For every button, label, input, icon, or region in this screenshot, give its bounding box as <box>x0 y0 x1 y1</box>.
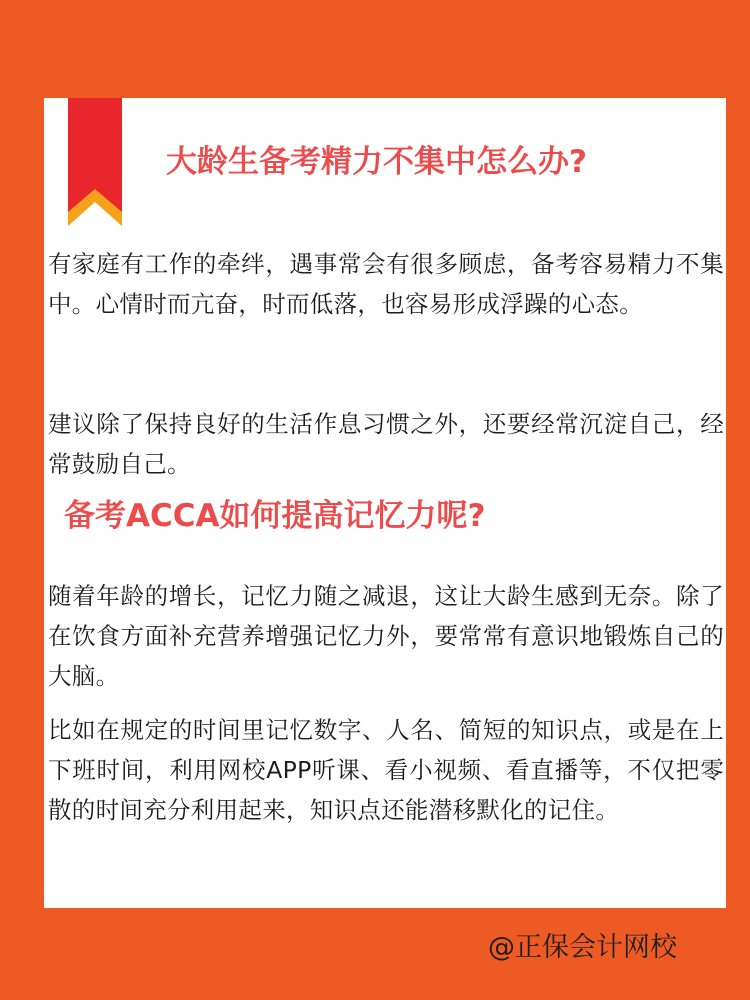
content-card <box>44 98 726 908</box>
paragraph-focus-advice: 建议除了保持良好的生活作息习惯之外，还要经常沉淀自己，经常鼓励自己。 <box>48 410 724 478</box>
brand-watermark: @正保会计网校 <box>488 932 677 963</box>
paragraph-memory-advice: 比如在规定的时间里记忆数字、人名、简短的知识点，或是在上下班时间，利用网校APP听课、看小视频、看直播等，不仅把零散的时间充分利用起来，知识点还能潜移默化的记住。 <box>48 716 724 824</box>
section-title-memory: 备考ACCA如何提高记忆力呢? <box>64 498 486 534</box>
bookmark-ribbon-icon <box>68 98 122 230</box>
paragraph-memory-problem: 随着年龄的增长，记忆力随之减退，这让大龄生感到无奈。除了在饮食方面补充营养增强记忆力外，要常常有意识地锻炼自己的大脑。 <box>48 582 724 690</box>
paragraph-focus-problem: 有家庭有工作的牵绊，遇事常会有很多顾虑，备考容易精力不集中。心情时而亢奋，时而低落，也容易形成浮躁的心态。 <box>48 250 724 318</box>
section-title-focus: 大龄生备考精力不集中怎么办? <box>166 144 587 180</box>
